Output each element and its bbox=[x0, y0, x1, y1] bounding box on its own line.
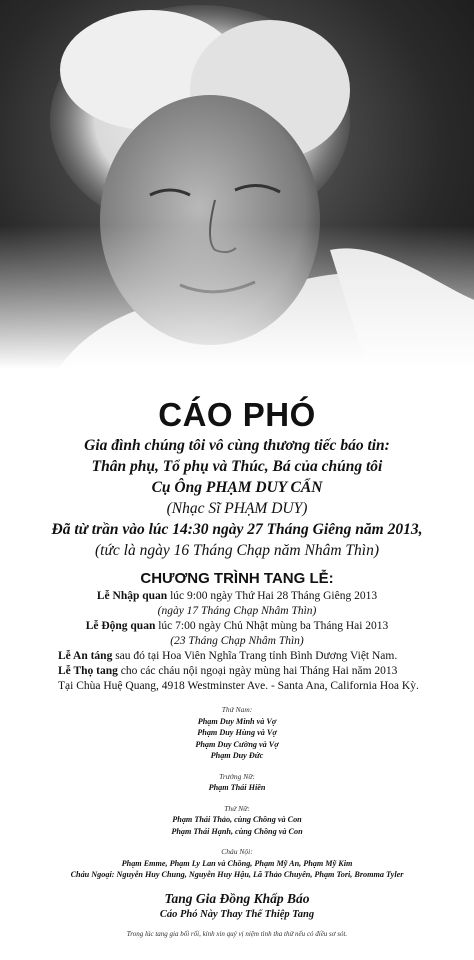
program-label: Lễ Động quan bbox=[85, 620, 156, 632]
date-of-death: Đã từ trần vào lúc 14:30 ngày 27 Tháng Giêng năm 2013, bbox=[51, 521, 423, 538]
program-item-dong-quan bbox=[0, 619, 474, 634]
program-text: cho các cháu nội ngoại ngày mùng hai Tháng Hai năm 2013 bbox=[117, 665, 398, 677]
family-member: Cháu Ngoại: Nguyễn Huy Chung, Nguyễn Huy Hậu, Lã Thảo Chuyên, Phạm Tori, Bromma Tyler bbox=[70, 870, 404, 879]
family-member: Phạm Duy Cường và Vợ bbox=[195, 739, 279, 749]
deceased-name: Cụ Ông PHẠM DUY CẨN bbox=[151, 479, 323, 496]
program-label: Lễ Nhập quan bbox=[96, 590, 168, 602]
program-text: lúc 7:00 ngày Chủ Nhật mùng ba Tháng Hai 2013 bbox=[155, 620, 389, 632]
portrait-photo bbox=[0, 0, 474, 410]
sons-group bbox=[0, 704, 474, 762]
family-member: Phạm Duy Minh và Vợ bbox=[197, 716, 277, 726]
closing-signature: Tang Gia Đồng Khấp Báo bbox=[164, 890, 310, 906]
family-member: Phạm Thái Hiền bbox=[208, 783, 266, 792]
program-lunar-date: (23 Tháng Chạp Nhâm Thìn) bbox=[170, 635, 304, 647]
funeral-program bbox=[0, 589, 474, 694]
announcement-line: Thân phụ, Tổ phụ và Thúc, Bá của chúng tôi bbox=[91, 458, 383, 475]
program-label: Lễ Thọ tang bbox=[58, 665, 118, 677]
grandchildren-group bbox=[0, 846, 474, 881]
page-title: CÁO PHÓ bbox=[158, 396, 316, 433]
program-title: CHƯƠNG TRÌNH TANG LỄ: bbox=[140, 570, 334, 587]
program-item-an-tang bbox=[0, 649, 474, 664]
family-member: Phạm Thái Hạnh, cùng Chồng và Con bbox=[171, 826, 303, 836]
closing bbox=[0, 890, 474, 922]
family-member: Phạm Thái Thảo, cùng Chồng và Con bbox=[172, 815, 302, 824]
daughters-group bbox=[0, 803, 474, 838]
program-item-nhap-quan bbox=[0, 589, 474, 604]
family-list bbox=[0, 704, 474, 881]
lunar-date: (tức là ngày 16 Tháng Chạp năm Nhâm Thìn) bbox=[94, 542, 379, 559]
group-header: Thứ Nữ: bbox=[224, 803, 250, 813]
group-header: Cháu Nội: bbox=[221, 847, 253, 856]
family-member: Phạm Duy Đức bbox=[210, 751, 264, 760]
announcement-line: Gia đình chúng tôi vô cùng thương tiếc báo tin: bbox=[84, 437, 390, 454]
program-text: sau đó tại Hoa Viên Nghĩa Trang tỉnh Bình Dương Việt Nam. bbox=[112, 650, 398, 662]
family-member: Phạm Duy Hùng và Vợ bbox=[197, 728, 277, 737]
eldest-daughter-group bbox=[0, 771, 474, 794]
deceased-alias: (Nhạc Sĩ PHẠM DUY) bbox=[166, 500, 308, 517]
program-item-tho-tang bbox=[0, 664, 474, 679]
obituary-content bbox=[0, 395, 474, 938]
footer-note: Trong lúc tang gia bối rối, kính xin quý vị niệm tình tha thứ nếu có điều sơ sót. bbox=[126, 929, 348, 938]
program-location: Tại Chùa Huệ Quang, 4918 Westminster Ave. - Santa Ana, California Hoa Kỳ. bbox=[58, 680, 419, 692]
group-header: Thứ Nam: bbox=[221, 705, 253, 714]
program-text: lúc 9:00 ngày Thứ Hai 28 Tháng Giêng 2013 bbox=[167, 590, 378, 602]
group-header: Trưởng Nữ: bbox=[219, 771, 255, 781]
program-label: Lễ An táng bbox=[58, 650, 113, 662]
program-lunar-date: (ngày 17 Tháng Chạp Nhâm Thìn) bbox=[157, 605, 317, 617]
closing-note: Cáo Phó Này Thay Thế Thiệp Tang bbox=[159, 908, 315, 920]
family-member: Phạm Emme, Phạm Ly Lan và Chồng, Phạm Mỹ An, Phạm Mỹ Kim bbox=[121, 858, 353, 868]
portrait-photo-icon bbox=[0, 0, 474, 410]
announcement bbox=[0, 435, 474, 561]
